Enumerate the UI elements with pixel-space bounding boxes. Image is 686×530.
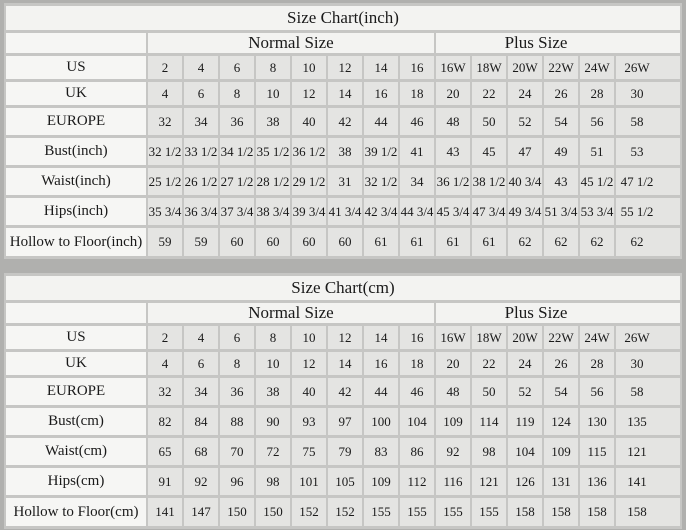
- size-value-cell: 40: [292, 378, 326, 405]
- size-value-cell: 24: [508, 82, 542, 105]
- size-value-cell: 22W: [544, 56, 578, 79]
- size-value-cell: 4: [184, 56, 218, 79]
- size-value-cell: 20: [436, 352, 470, 375]
- table-row: [6, 198, 680, 225]
- size-value-cell: 152: [292, 498, 326, 526]
- size-value-cell: 152: [328, 498, 362, 526]
- size-value-cell: 44: [364, 108, 398, 135]
- size-value-cell: 18: [400, 352, 434, 375]
- size-value-cell: 22W: [544, 326, 578, 349]
- table-row: [6, 108, 680, 135]
- size-value-cell: 50: [472, 108, 506, 135]
- row-label: Waist(inch): [6, 168, 146, 195]
- size-value-cell: 136: [580, 468, 614, 495]
- size-value-cell: 121: [472, 468, 506, 495]
- size-value-cell: 38: [256, 108, 290, 135]
- size-value-cell: 126: [508, 468, 542, 495]
- size-value-cell: 98: [472, 438, 506, 465]
- table-row: [6, 82, 680, 105]
- size-value-cell: 90: [256, 408, 290, 435]
- size-value-cell: 59: [184, 228, 218, 256]
- size-value-cell: 44: [364, 378, 398, 405]
- size-value-cell: 60: [256, 228, 290, 256]
- table-row: [6, 468, 680, 495]
- size-value-cell: 10: [292, 326, 326, 349]
- size-value-cell: 58: [616, 108, 680, 135]
- size-value-cell: 30: [616, 352, 680, 375]
- size-value-cell: 72: [256, 438, 290, 465]
- size-value-cell: 35 3/4: [148, 198, 182, 225]
- size-value-cell: 158: [544, 498, 578, 526]
- size-value-cell: 6: [220, 56, 254, 79]
- size-value-cell: 79: [328, 438, 362, 465]
- size-value-cell: 16: [364, 352, 398, 375]
- size-value-cell: 28: [580, 82, 614, 105]
- size-value-cell: 18W: [472, 56, 506, 79]
- size-value-cell: 56: [580, 108, 614, 135]
- size-value-cell: 104: [400, 408, 434, 435]
- size-value-cell: 24W: [580, 326, 614, 349]
- size-value-cell: 155: [400, 498, 434, 526]
- table-row: [6, 408, 680, 435]
- row-label: Waist(cm): [6, 438, 146, 465]
- size-value-cell: 18W: [472, 326, 506, 349]
- size-value-cell: 44 3/4: [400, 198, 434, 225]
- size-value-cell: 25 1/2: [148, 168, 182, 195]
- size-value-cell: 2: [148, 326, 182, 349]
- size-value-cell: 52: [508, 108, 542, 135]
- group-header-plus-size: Plus Size: [436, 33, 680, 53]
- size-value-cell: 52: [508, 378, 542, 405]
- size-value-cell: 31: [328, 168, 362, 195]
- size-value-cell: 115: [580, 438, 614, 465]
- size-value-cell: 26: [544, 352, 578, 375]
- size-value-cell: 6: [184, 82, 218, 105]
- size-value-cell: 4: [148, 352, 182, 375]
- size-value-cell: 12: [292, 352, 326, 375]
- size-value-cell: 147: [184, 498, 218, 526]
- table-row: [6, 378, 680, 405]
- row-label: EUROPE: [6, 378, 146, 405]
- row-label: UK: [6, 352, 146, 375]
- size-value-cell: 109: [544, 438, 578, 465]
- size-value-cell: 51: [580, 138, 614, 165]
- size-value-cell: 54: [544, 108, 578, 135]
- size-value-cell: 32: [148, 108, 182, 135]
- size-value-cell: 88: [220, 408, 254, 435]
- size-value-cell: 131: [544, 468, 578, 495]
- table-row: [6, 352, 680, 375]
- chart-title-row: [6, 276, 680, 300]
- size-value-cell: 84: [184, 408, 218, 435]
- size-value-cell: 75: [292, 438, 326, 465]
- size-value-cell: 68: [184, 438, 218, 465]
- size-value-cell: 40: [292, 108, 326, 135]
- size-value-cell: 16: [400, 326, 434, 349]
- chart-title-row: [6, 6, 680, 30]
- size-value-cell: 20W: [508, 326, 542, 349]
- size-value-cell: 26 1/2: [184, 168, 218, 195]
- size-value-cell: 28: [580, 352, 614, 375]
- size-value-cell: 93: [292, 408, 326, 435]
- size-value-cell: 61: [436, 228, 470, 256]
- size-value-cell: 60: [328, 228, 362, 256]
- row-label: UK: [6, 82, 146, 105]
- size-value-cell: 45: [472, 138, 506, 165]
- size-value-cell: 51 3/4: [544, 198, 578, 225]
- size-value-cell: 20: [436, 82, 470, 105]
- size-value-cell: 37 3/4: [220, 198, 254, 225]
- table-row: [6, 138, 680, 165]
- table-row: [6, 56, 680, 79]
- size-value-cell: 45 3/4: [436, 198, 470, 225]
- size-value-cell: 116: [436, 468, 470, 495]
- row-label: Hips(inch): [6, 198, 146, 225]
- size-value-cell: 49 3/4: [508, 198, 542, 225]
- size-chart-table-cm: [4, 273, 682, 529]
- size-value-cell: 48: [436, 378, 470, 405]
- size-value-cell: 109: [436, 408, 470, 435]
- size-value-cell: 60: [292, 228, 326, 256]
- size-value-cell: 158: [616, 498, 680, 526]
- size-value-cell: 38: [256, 378, 290, 405]
- size-value-cell: 26W: [616, 326, 680, 349]
- chart-title: Size Chart(inch): [6, 6, 680, 30]
- table-row: [6, 228, 680, 256]
- size-value-cell: 61: [472, 228, 506, 256]
- size-value-cell: 50: [472, 378, 506, 405]
- size-value-cell: 8: [256, 326, 290, 349]
- size-value-cell: 112: [400, 468, 434, 495]
- size-value-cell: 158: [580, 498, 614, 526]
- size-value-cell: 155: [436, 498, 470, 526]
- table-row: [6, 438, 680, 465]
- size-value-cell: 39 3/4: [292, 198, 326, 225]
- size-value-cell: 62: [580, 228, 614, 256]
- size-value-cell: 8: [256, 56, 290, 79]
- size-value-cell: 42: [328, 378, 362, 405]
- size-value-cell: 4: [148, 82, 182, 105]
- size-value-cell: 158: [508, 498, 542, 526]
- column-group-row: [6, 303, 680, 323]
- size-value-cell: 100: [364, 408, 398, 435]
- size-value-cell: 42 3/4: [364, 198, 398, 225]
- size-chart-table-inch: [4, 3, 682, 259]
- size-value-cell: 70: [220, 438, 254, 465]
- size-value-cell: 62: [616, 228, 680, 256]
- row-label: Bust(cm): [6, 408, 146, 435]
- size-value-cell: 20W: [508, 56, 542, 79]
- size-value-cell: 6: [184, 352, 218, 375]
- size-value-cell: 82: [148, 408, 182, 435]
- size-value-cell: 24: [508, 352, 542, 375]
- size-value-cell: 58: [616, 378, 680, 405]
- group-header-normal-size: Normal Size: [148, 303, 434, 323]
- size-value-cell: 34: [400, 168, 434, 195]
- size-value-cell: 47 3/4: [472, 198, 506, 225]
- size-value-cell: 18: [400, 82, 434, 105]
- size-value-cell: 22: [472, 352, 506, 375]
- size-value-cell: 92: [436, 438, 470, 465]
- size-value-cell: 60: [220, 228, 254, 256]
- row-label: US: [6, 326, 146, 349]
- size-value-cell: 14: [364, 56, 398, 79]
- size-value-cell: 16W: [436, 326, 470, 349]
- size-value-cell: 91: [148, 468, 182, 495]
- size-value-cell: 119: [508, 408, 542, 435]
- size-value-cell: 155: [364, 498, 398, 526]
- chart-title: Size Chart(cm): [6, 276, 680, 300]
- size-value-cell: 2: [148, 56, 182, 79]
- size-value-cell: 56: [580, 378, 614, 405]
- size-value-cell: 61: [364, 228, 398, 256]
- size-value-cell: 16: [400, 56, 434, 79]
- size-value-cell: 12: [292, 82, 326, 105]
- size-value-cell: 32 1/2: [364, 168, 398, 195]
- group-header-normal-size: Normal Size: [148, 33, 434, 53]
- size-value-cell: 59: [148, 228, 182, 256]
- size-value-cell: 43: [436, 138, 470, 165]
- row-label: Hollow to Floor(inch): [6, 228, 146, 256]
- size-value-cell: 42: [328, 108, 362, 135]
- size-value-cell: 96: [220, 468, 254, 495]
- size-value-cell: 12: [328, 326, 362, 349]
- spacer-cell: [6, 33, 146, 53]
- row-label: US: [6, 56, 146, 79]
- row-label: Bust(inch): [6, 138, 146, 165]
- size-value-cell: 86: [400, 438, 434, 465]
- size-value-cell: 109: [364, 468, 398, 495]
- size-value-cell: 114: [472, 408, 506, 435]
- size-value-cell: 36: [220, 378, 254, 405]
- size-value-cell: 6: [220, 326, 254, 349]
- size-value-cell: 53 3/4: [580, 198, 614, 225]
- size-value-cell: 38 3/4: [256, 198, 290, 225]
- size-value-cell: 104: [508, 438, 542, 465]
- size-value-cell: 38 1/2: [472, 168, 506, 195]
- size-value-cell: 97: [328, 408, 362, 435]
- size-value-cell: 32: [148, 378, 182, 405]
- size-value-cell: 29 1/2: [292, 168, 326, 195]
- size-value-cell: 4: [184, 326, 218, 349]
- size-value-cell: 41 3/4: [328, 198, 362, 225]
- size-value-cell: 141: [616, 468, 680, 495]
- size-value-cell: 10: [256, 82, 290, 105]
- size-value-cell: 34: [184, 378, 218, 405]
- size-value-cell: 150: [220, 498, 254, 526]
- size-value-cell: 46: [400, 378, 434, 405]
- size-value-cell: 30: [616, 82, 680, 105]
- group-header-plus-size: Plus Size: [436, 303, 680, 323]
- table-row: [6, 498, 680, 526]
- size-value-cell: 8: [220, 82, 254, 105]
- size-value-cell: 16: [364, 82, 398, 105]
- row-label: EUROPE: [6, 108, 146, 135]
- size-value-cell: 141: [148, 498, 182, 526]
- size-value-cell: 62: [508, 228, 542, 256]
- size-value-cell: 16W: [436, 56, 470, 79]
- size-value-cell: 135: [616, 408, 680, 435]
- size-value-cell: 40 3/4: [508, 168, 542, 195]
- size-value-cell: 53: [616, 138, 680, 165]
- size-value-cell: 10: [256, 352, 290, 375]
- table-row: [6, 168, 680, 195]
- size-value-cell: 8: [220, 352, 254, 375]
- size-value-cell: 39 1/2: [364, 138, 398, 165]
- size-value-cell: 36: [220, 108, 254, 135]
- size-value-cell: 27 1/2: [220, 168, 254, 195]
- size-value-cell: 49: [544, 138, 578, 165]
- size-value-cell: 55 1/2: [616, 198, 680, 225]
- size-value-cell: 14: [328, 82, 362, 105]
- size-value-cell: 61: [400, 228, 434, 256]
- size-value-cell: 14: [328, 352, 362, 375]
- size-value-cell: 36 3/4: [184, 198, 218, 225]
- size-value-cell: 35 1/2: [256, 138, 290, 165]
- spacer-cell: [6, 303, 146, 323]
- size-value-cell: 38: [328, 138, 362, 165]
- size-value-cell: 41: [400, 138, 434, 165]
- size-value-cell: 28 1/2: [256, 168, 290, 195]
- size-value-cell: 121: [616, 438, 680, 465]
- size-value-cell: 34 1/2: [220, 138, 254, 165]
- size-value-cell: 46: [400, 108, 434, 135]
- size-value-cell: 54: [544, 378, 578, 405]
- size-value-cell: 26W: [616, 56, 680, 79]
- size-value-cell: 47: [508, 138, 542, 165]
- size-value-cell: 24W: [580, 56, 614, 79]
- size-value-cell: 33 1/2: [184, 138, 218, 165]
- size-value-cell: 34: [184, 108, 218, 135]
- column-group-row: [6, 33, 680, 53]
- size-value-cell: 155: [472, 498, 506, 526]
- size-value-cell: 150: [256, 498, 290, 526]
- row-label: Hips(cm): [6, 468, 146, 495]
- size-value-cell: 48: [436, 108, 470, 135]
- size-value-cell: 36 1/2: [436, 168, 470, 195]
- size-value-cell: 130: [580, 408, 614, 435]
- size-value-cell: 62: [544, 228, 578, 256]
- size-value-cell: 12: [328, 56, 362, 79]
- size-value-cell: 105: [328, 468, 362, 495]
- size-value-cell: 124: [544, 408, 578, 435]
- size-value-cell: 14: [364, 326, 398, 349]
- size-value-cell: 43: [544, 168, 578, 195]
- size-value-cell: 45 1/2: [580, 168, 614, 195]
- size-value-cell: 36 1/2: [292, 138, 326, 165]
- size-value-cell: 92: [184, 468, 218, 495]
- size-value-cell: 22: [472, 82, 506, 105]
- row-label: Hollow to Floor(cm): [6, 498, 146, 526]
- size-value-cell: 65: [148, 438, 182, 465]
- size-value-cell: 10: [292, 56, 326, 79]
- size-value-cell: 83: [364, 438, 398, 465]
- size-value-cell: 98: [256, 468, 290, 495]
- table-row: [6, 326, 680, 349]
- size-value-cell: 47 1/2: [616, 168, 680, 195]
- size-value-cell: 26: [544, 82, 578, 105]
- size-value-cell: 32 1/2: [148, 138, 182, 165]
- size-value-cell: 101: [292, 468, 326, 495]
